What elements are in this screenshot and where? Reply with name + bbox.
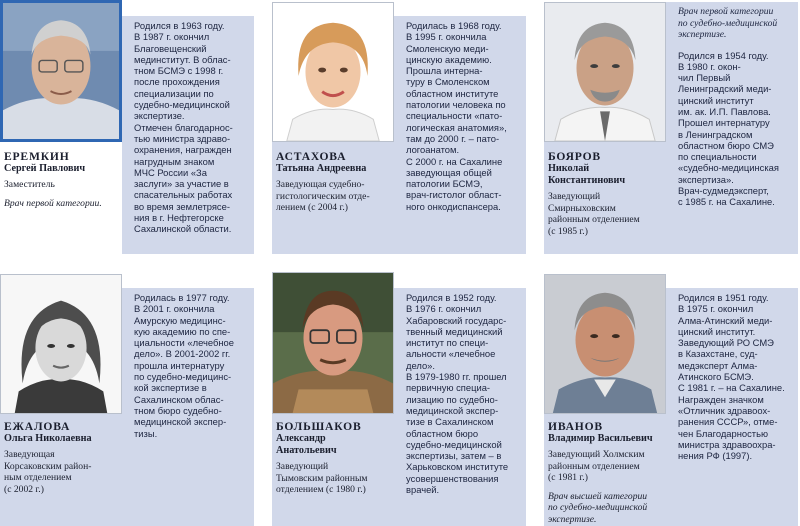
surname: БОЯРОВ [548, 150, 601, 163]
biography-text: Родился в 1954 году. В 1980 г. окон- чил Первый Ленинградский меди- цинский институт им. ак. И.П. Павлова. Прошел интернатуру в Ленинградском областном бюро СМЭ по специальности «судебно-медицинская экспертиза». Врач-судмедэксперт, с 1985 г. на Сахалине. [678, 49, 779, 208]
surname: АСТАХОВА [276, 150, 347, 163]
name-block [276, 150, 394, 214]
biography-text: Родилась в 1968 году. В 1995 г. окончила Смоленскую меди- цинскую академию. Прошла интерна- туру в Смоленском областном институте патологии человека по специальности «пато- логическая анатомия», там до 2000 г. – пато- логоанатом. С 2000 г. на Сахалине заведующая общей патологии БСМЭ, врач-гистолог област- ного онкодиспансера. [406, 20, 507, 212]
biography-text: Родился в 1963 году. В 1987 г. окончил Благовещенский мединститут. В облас- тном БСМЭ с 1998 г. после прохождения специализации по судебно-медицинской экспертизе. Отмечен благодарнос- тью министра здраво- охранения, награжден нагрудным знаком МЧС России «За заслуги» за участие в спасательных работах во время землетрясе- ния в г. Нефтегорске Сахалинской области. [134, 20, 233, 235]
surname: ИВАНОВ [548, 420, 603, 433]
surname: ЕЖАЛОВА [4, 420, 71, 433]
portrait-photo [0, 274, 122, 414]
portrait-photo [272, 2, 394, 142]
biography-text: Родилась в 1977 году. В 2001 г. окончила Амурскую медицинс- кую академию по спе- циальности «лечебное дело». В 2001-2002 гг. прошла интернатуру по судебно-медицинс- кой экспертизе в Сахалинском облас- тном бюро судебно- медицинской экспер- тизы. [134, 292, 234, 439]
given-names: Ольга Николаевна [4, 433, 92, 444]
biography-text: Родился в 1951 году. В 1975 г. окончил Алма-Атинский меди- цинский институт. Заведующий РО СМЭ в Казахстане, суд- медэксперт Алма- Атинского БСМЭ. С 1981 г. – на Сахалине. Награжден значком «Отличник здравоох- ранения СССР», отме- чен Благодарностью министра здравоохра- нения РФ (1997). [678, 292, 785, 462]
biography-panel [666, 288, 798, 526]
position-title: Заведующая судебно- гистологическим отде- лением (с 2004 г.) [276, 179, 370, 214]
position-title: Заведующая Корсаковским район- ным отделением (с 2002 г.) [4, 449, 92, 495]
position-title: Заведующий Смирныховским районным отделением (с 1985 г.) [548, 191, 640, 237]
qualification-note: Врач первой категории. [4, 197, 102, 209]
qualification-note: Врач высшей категории по судебно-медицинской экспертизе. [548, 490, 648, 525]
biography-panel [122, 16, 254, 254]
surname: БОЛЬШАКОВ [276, 420, 362, 433]
name-block [4, 420, 122, 495]
surname: ЕРЕМКИН [4, 150, 70, 163]
given-names: Александр Анатольевич [276, 433, 337, 456]
biography-panel [122, 288, 254, 526]
given-names: Татьяна Андреевна [276, 163, 367, 174]
biography-panel [394, 288, 526, 526]
qualification-note: Врач первой категории по судебно-медицинской экспертизе. [678, 6, 778, 40]
name-block [276, 420, 394, 496]
name-block [548, 420, 666, 526]
portrait-photo [272, 272, 394, 414]
portrait-photo [544, 2, 666, 142]
position-title: Заведующий Холмским районным отделением (с 1981 г.) [548, 449, 645, 484]
portrait-photo [0, 0, 122, 142]
biography-panel [394, 16, 526, 254]
position-title: Заместитель [4, 179, 55, 190]
biography-text: Родился в 1952 году. В 1976 г. окончил Хабаровский государс- твенный медицинский институт по специ- альности «лечебное дело». В 1979-1980 гг. прошел первичную специа- лизацию по судебно- медицинской экспер- тизе в Сахалинском областном бюро судебно-медицинской экспертизы, затем – в Харьковском институте усовершенствования врачей. [406, 292, 509, 496]
name-block [548, 150, 666, 237]
given-names: Сергей Павлович [4, 163, 86, 174]
biography-panel [666, 2, 798, 254]
name-block [4, 150, 122, 209]
given-names: Владимир Васильевич [548, 433, 653, 444]
portrait-photo [544, 274, 666, 414]
position-title: Заведующий Тымовским районным отделением (с 1980 г.) [276, 461, 368, 496]
given-names: Николай Константинович [548, 163, 626, 186]
